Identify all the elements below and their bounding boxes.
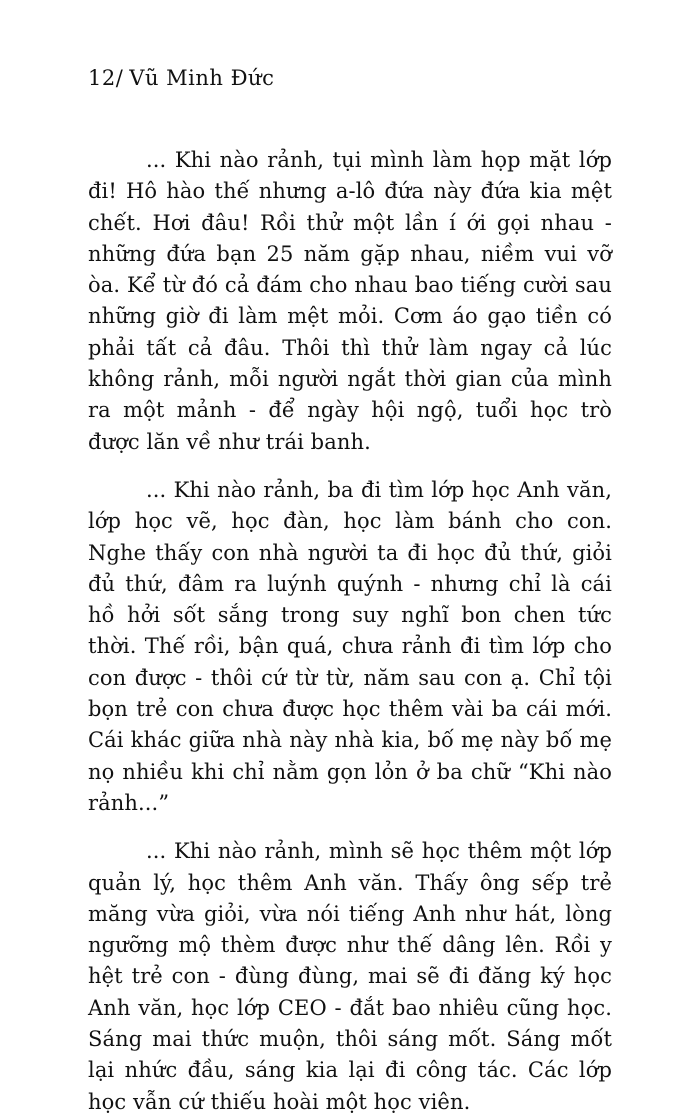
page-number: 12/ [88,66,124,90]
paragraph-3: ... Khi nào rảnh, mình sẽ học thêm một lớp quản lý, học thêm Anh văn. Thấy ông sếp trẻ măng vừa giỏi, vừa nói tiếng Anh như hát, lòng ngưỡng mộ thèm được như thế dâng lên. Rồi y hệt trẻ con - đùng đùng, mai sẽ đi đăng ký học Anh văn, học lớp CEO - đắt bao nhiêu cũng học. Sáng mai thức muộn, thôi sáng mốt. Sáng mốt lại nhức đầu, sáng kia lại đi công tác. Các lớp học vẫn cứ thiếu hoài một học viên. [88,839,612,1114]
body-text [88,145,612,1118]
paragraph-2: ... Khi nào rảnh, ba đi tìm lớp học Anh văn, lớp học vẽ, học đàn, học làm bánh cho con. Nghe thấy con nhà người ta đi học đủ thứ, giỏi đủ thứ, đâm ra luýnh quýnh - nhưng chỉ là cái hồ hởi sốt sắng trong suy nghĩ bon chen tức thời. Thế rồi, bận quá, chưa rảnh đi tìm lớp cho con được - thôi cứ từ từ, năm sau con ạ. Chỉ tội bọn trẻ con chưa được học thêm vài ba cái mới. Cái khác giữa nhà này nhà kia, bố mẹ này bố mẹ nọ nhiều khi chỉ nằm gọn lỏn ở ba chữ “Khi nào rảnh...” [88,477,612,815]
running-header [88,64,274,92]
paragraph-1: ... Khi nào rảnh, tụi mình làm họp mặt lớp đi! Hô hào thế nhưng a-lô đứa này đứa kia mệt chết. Hơi đâu! Rồi thử một lần í ới gọi nhau - những đứa bạn 25 năm gặp nhau, niềm vui vỡ òa. Kể từ đó cả đám cho nhau bao tiếng cười sau những giờ đi làm mệt mỏi. Cơm áo gạo tiền có phải tất cả đâu. Thôi thì thử làm ngay cả lúc không rảnh, mỗi người ngắt thời gian của mình ra một mảnh - để ngày hội ngộ, tuổi học trò được lăn về như trái banh. [88,148,612,454]
author-name: Vũ Minh Đức [129,66,275,90]
